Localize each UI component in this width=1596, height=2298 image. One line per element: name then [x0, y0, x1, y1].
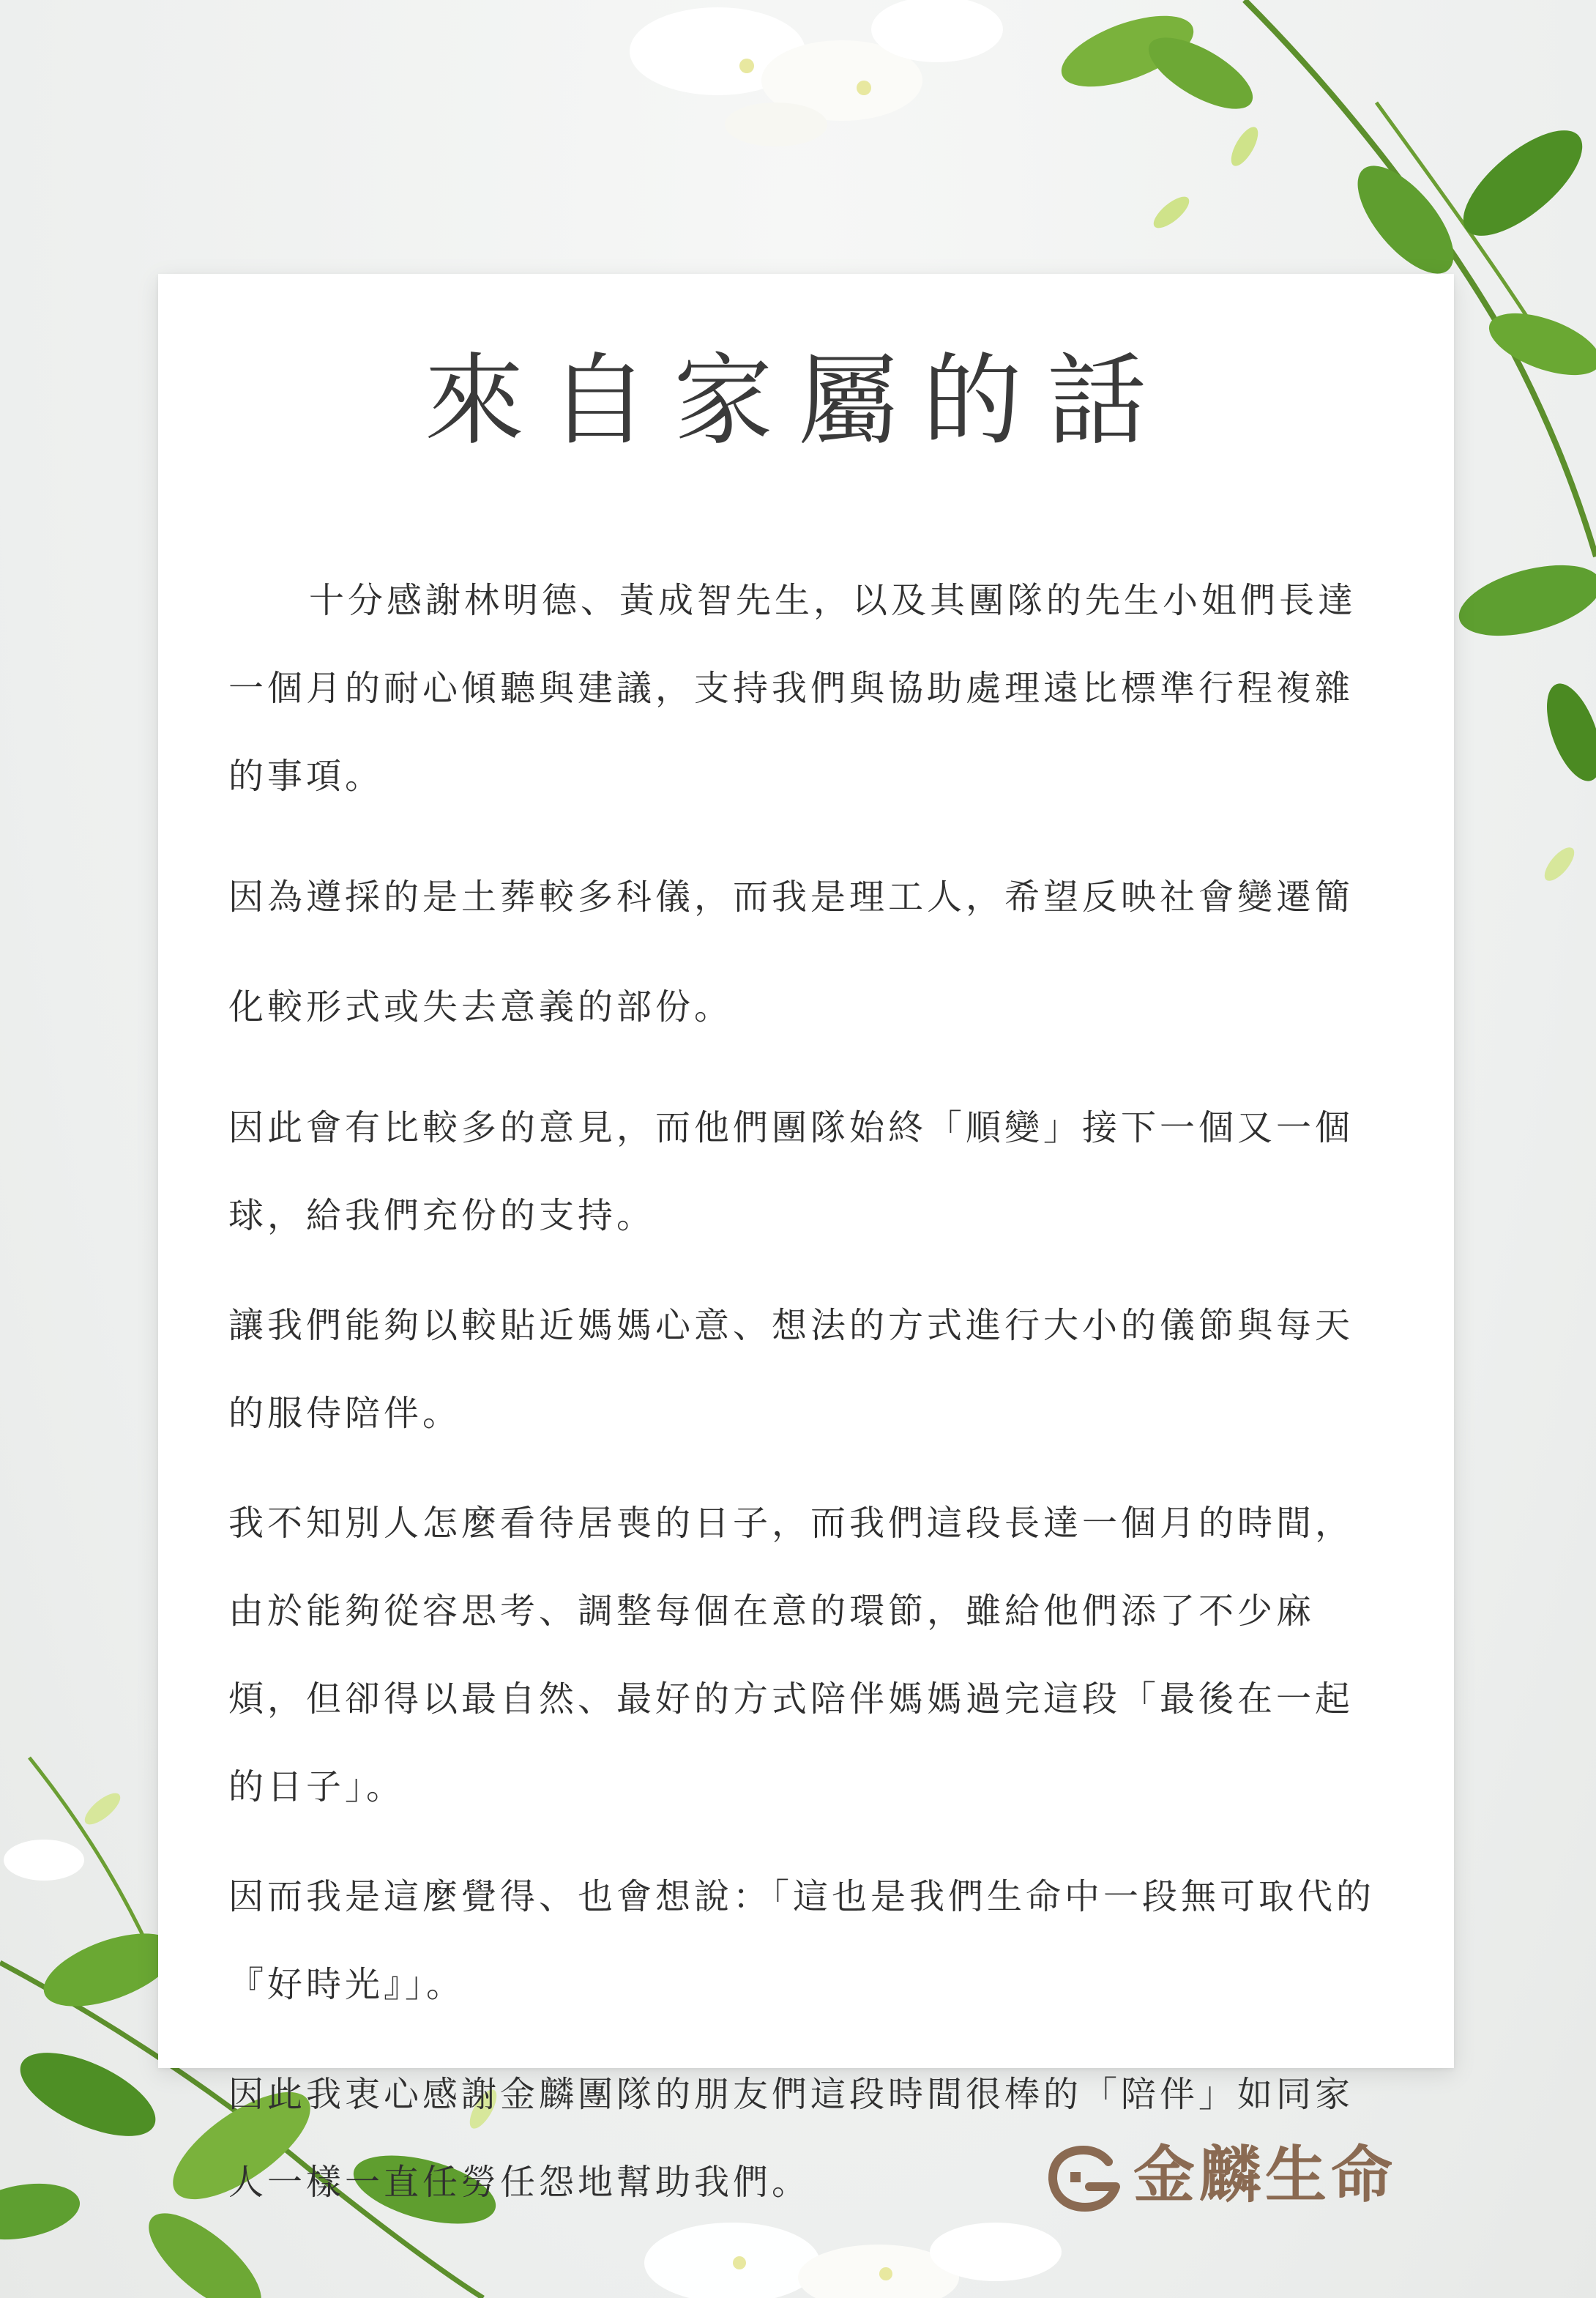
- paragraph-5: 我不知別人怎麼看待居喪的日子，而我們這段長達一個月的時間，由於能夠從容思考、調整每個在意的環節，雖給他們添了不少麻煩，但卻得以最自然、最好的方式陪伴媽媽過完這段「最後在一起的日子」。: [228, 1503, 1354, 1807]
- paragraph-7: 因此我衷心感謝金麟團隊的朋友們這段時間很棒的「陪伴」如同家人一樣一直任勞任怨地幫助我們。: [228, 2074, 1354, 2203]
- letter-title: 來自家屬的話: [425, 343, 1171, 459]
- golden-unicorn-logo-icon: [1038, 2143, 1126, 2213]
- flower-cluster-top-icon: [630, 0, 1003, 146]
- paragraph-1: 十分感謝林明德、黃成智先生，以及其團隊的先生小姐們長達一個月的耐心傾聽與建議，支持我們與協助處理遠比標準行程複雜的事項。: [228, 580, 1357, 797]
- brand-name: 金麟生命: [1133, 2138, 1398, 2211]
- paragraph-2: 因為遵採的是土葬較多科儀，而我是理工人，希望反映社會變遷簡化較形式或失去意義的部份。: [228, 877, 1354, 1027]
- paragraph-6: 因而我是這麼覺得、也會想說：「這也是我們生命中一段無可取代的『好時光』」。: [228, 1876, 1376, 2005]
- brand-mark: [1038, 2138, 1419, 2219]
- paragraph-3: 因此會有比較多的意見，而他們團隊始終「順變」接下一個又一個球，給我們充份的支持。: [228, 1107, 1354, 1236]
- paragraph-4: 讓我們能夠以較貼近媽媽心意、想法的方式進行大小的儀節與每天的服侍陪伴。: [228, 1305, 1354, 1434]
- letter-body: [228, 557, 1385, 2248]
